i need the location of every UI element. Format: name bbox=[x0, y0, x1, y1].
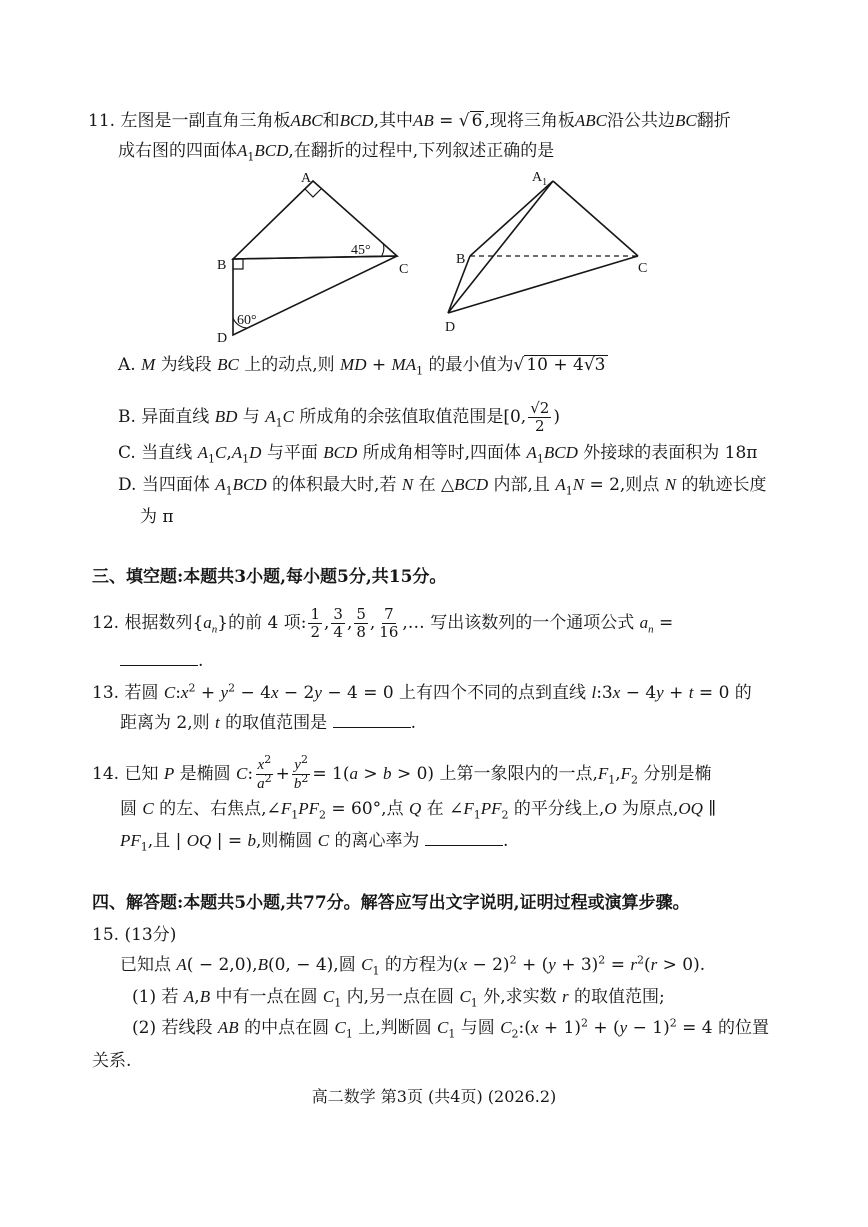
q15-heading: 15. (13分) bbox=[92, 925, 177, 945]
right-label-B: B bbox=[456, 252, 466, 267]
q11-option-b: B. 异面直线 BD 与 $A_1C$ 所成角的余弦值取值范围是[0, $\frac{√2}{2}$ ) bbox=[118, 399, 560, 435]
q12-text: 12. 根据数列$\{a_n\}$的前 4 项: $\frac{1}{2}$ , $\frac{3}{4}$ , $\frac{5}{8}$ , $\frac{7}{16}$ ,… 写出该数列的一个通项公式 $a_n$ = bbox=[92, 605, 674, 641]
section-4-heading: 四、解答题:本题共5小题,共77分。解答应写出文字说明,证明过程或演算步骤。 bbox=[92, 893, 690, 913]
section-3-heading: 三、填空题:本题共3小题,每小题5分,共15分。 bbox=[92, 567, 447, 587]
left-label-45: 45° bbox=[351, 243, 371, 258]
q15-part2-line2: 关系. bbox=[92, 1051, 132, 1071]
right-tetrahedron-figure bbox=[440, 165, 665, 340]
q14-line3: $PF_1$,且 | OQ | = b,则椭圆 C 的离心率为 . bbox=[120, 831, 509, 854]
q15-part1: (1) 若 A,B 中有一点在圆 $C_1$ 内,另一点在圆 $C_1$ 外,求实数 r 的取值范围; bbox=[132, 987, 665, 1010]
left-label-C: C bbox=[399, 262, 409, 277]
left-label-60: 60° bbox=[237, 313, 257, 328]
q11-line1: 11. 左图是一副直角三角板ABC和BCD,其中AB = √ 6 ,现将三角板ABC沿公共边BC翻折 bbox=[88, 111, 731, 131]
q11-option-d-line2: 为 π bbox=[140, 507, 174, 527]
right-label-D: D bbox=[445, 320, 456, 335]
left-triangle-figure bbox=[205, 170, 420, 350]
q13-line1: 13. 若圆 $C:x^2 + y^2 - 4x - 2y - 4 = 0$ 上有四个不同的点到直线 l:3x − 4y + t = 0 的 bbox=[92, 681, 752, 703]
q13-line2: 距离为 2,则 t 的取值范围是 . bbox=[120, 713, 416, 733]
right-label-C: C bbox=[638, 261, 648, 276]
q15-part2-line1: (2) 若线段 AB 的中点在圆 $C_1$ 上,判断圆 $C_1$ 与圆 $C_2:(x + 1)^2 + (y - 1)^2 = 4$ 的位置 bbox=[132, 1016, 769, 1041]
q11-option-a: A. M 为线段 BC 上的动点,则 MD + $MA_1$ 的最小值为√ 10 + 4√3 bbox=[118, 355, 606, 378]
q14-line2: 圆 C 的左、右焦点$,\angle F_1PF_2 = 60^\circ$,点 Q 在 $\angle F_1PF_2$ 的平分线上,O 为原点,OQ ∥ bbox=[120, 799, 717, 822]
left-label-D: D bbox=[217, 331, 228, 346]
q15-stem: 已知点 A( − 2,0),B(0, − 4),圆 $C_1$ 的方程为$(x - 2)^2 + (y + 3)^2 = r^2(r > 0)$. bbox=[120, 953, 706, 978]
left-label-A: A bbox=[301, 171, 312, 186]
right-label-A1: $A_1$ bbox=[532, 170, 548, 188]
q11-line2: 成右图的四面体$A_1BCD$,在翻折的过程中,下列叙述正确的是 bbox=[118, 141, 555, 164]
q13-answer-blank[interactable] bbox=[333, 713, 411, 728]
q11-option-d-line1: D. 当四面体 $A_1BCD$ 的体积最大时,若 N 在 △BCD 内部,且 $A_1N = 2$,则点 N 的轨迹长度 bbox=[118, 475, 767, 498]
q14-answer-blank[interactable] bbox=[425, 831, 503, 846]
q11-option-c: C. 当直线 $A_1C,A_1D$ 与平面 BCD 所成角相等时,四面体 $A_1BCD$ 外接球的表面积为 18π bbox=[118, 443, 758, 466]
q14-line1: 14. 已知 P 是椭圆 C: $\frac{x^2}{a^2}$ + $\frac{y^2}{b^2}$ = 1(a > b > 0) 上第一象限内的一点$,F_1,F_2$ 分别是椭 bbox=[92, 753, 712, 792]
page-footer: 高二数学 第3页 (共4页) (2026.2) bbox=[311, 1087, 557, 1106]
left-label-B: B bbox=[217, 258, 227, 273]
q12-answer-blank[interactable]: . bbox=[120, 650, 203, 672]
